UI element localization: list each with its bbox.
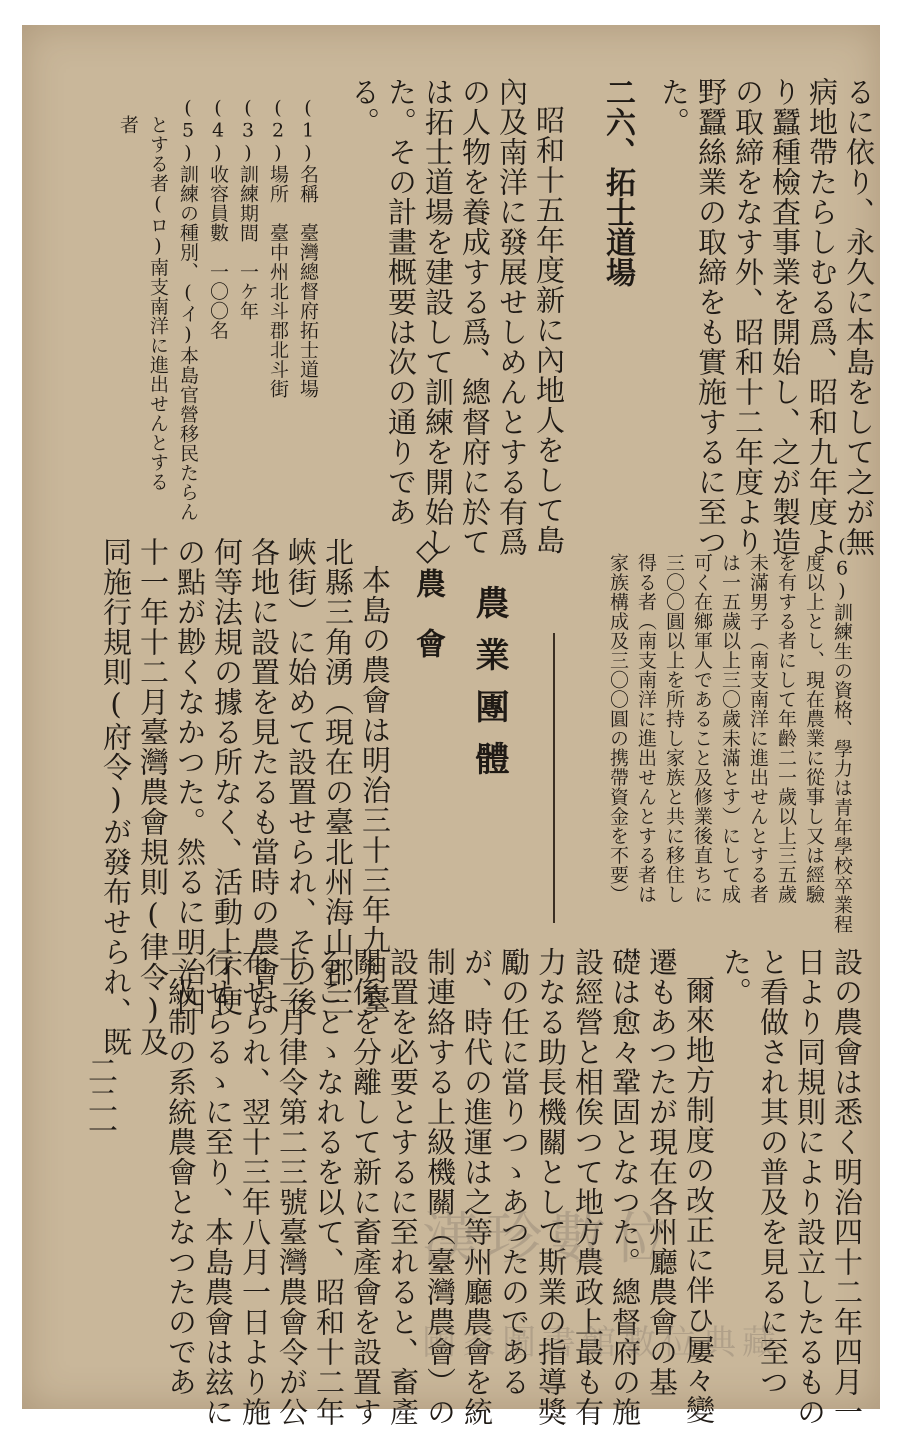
bottom-col-1: 設の農會は悉く明治四十二年四月一	[830, 947, 864, 1427]
bottom-col-3: と看做され其の普及を見るに至つ	[756, 947, 790, 1397]
bottom-col-14: 關係を分離して新に畜產會を設置す	[349, 947, 383, 1427]
bottom-col-12: 制連絡する上級機關（臺灣農會）の	[423, 947, 457, 1427]
top-col-8: 昭和十五年度新に內地人をして島	[532, 105, 566, 555]
item-1-name: (1)名稱 臺灣總督府拓士道場	[297, 97, 319, 399]
top-col-4: の取締をなす外、昭和十二年度より	[731, 77, 765, 557]
middle-col-7: 十一年十二月臺灣農會規則(律令)及	[136, 537, 170, 1057]
bottom-col-4: た。	[719, 947, 753, 1007]
top-col-5: 野蠶絲業の取締をも實施するに至つ	[694, 77, 728, 557]
top-col-12: た。その計畫概要は次の通りであ	[384, 77, 418, 527]
item-5-type: (5)訓練の種別、(イ)本島官營移民たらん	[177, 97, 199, 522]
note-col-4: 未滿男子（南支南洋に進出せんとする者	[747, 553, 769, 904]
top-col-3: り蠶種檢査事業を開始し、之が製造	[768, 77, 802, 557]
note-col-2: 度以上とし、現在農業に從事し又は經驗	[803, 553, 825, 904]
middle-col-1: 本島の農會は明治三十三年九月臺	[358, 565, 392, 1015]
top-col-11: は拓士道場を建設して訓練を開始し	[421, 77, 455, 557]
middle-col-4: 各地に設置を見たるも當時の農會は	[247, 537, 281, 1017]
note-col-5: は一五歲以上三〇歲未滿とす）にして成	[719, 553, 741, 904]
bottom-col-2: 日より同規則により設立したるもの	[793, 947, 827, 1427]
bottom-col-9: 力なる助長機關として斯業の指導獎	[534, 947, 568, 1427]
top-col-9: 內及南洋に發展せしめんとする有爲	[495, 77, 529, 557]
middle-col-3: 峽街）に始めて設置せられ、その後	[284, 537, 318, 1017]
bottom-col-18: 行せらるゝに至り、本島農會は玆に	[201, 947, 235, 1427]
bottom-col-15: ることゝなれるを以て、昭和十二年	[312, 947, 346, 1427]
watermark-library: 國家圖書館數位典藏	[422, 1323, 782, 1363]
bottom-col-16: 十二月律令第二三號臺灣農會令が公	[275, 947, 309, 1427]
bottom-col-11: が、時代の進運は之等州廳農會を統	[460, 947, 494, 1427]
middle-col-8: 同施行規則(府令)が發布せられ、既	[99, 537, 133, 1057]
note-col-1: (6)訓練生の資格、學力は青年學校卒業程	[831, 535, 853, 934]
section-title: 農業團體	[469, 585, 509, 793]
section-divider-rule	[553, 633, 555, 923]
middle-col-2: 北縣三角湧（現在の臺北州海山郡三	[321, 537, 355, 1017]
bottom-col-17: 布せられ、翌十三年八月一日より施	[238, 947, 272, 1427]
note-col-8: 得る者（南支南洋に進出せんとする者は	[635, 553, 657, 904]
note-col-6: 可く在鄉軍人であること及修業後直ちに	[691, 553, 713, 904]
subsection-title: ◇農 會	[410, 533, 445, 658]
top-col-10: の人物を養成する爲、總督府に於て	[458, 77, 492, 557]
note-col-9: 家族構成及三〇〇圓の携帶資金を不要）	[607, 553, 629, 904]
book-page	[22, 25, 880, 1427]
note-col-7: 三〇〇圓以上を所持し家族と共に移住し	[663, 553, 685, 904]
bottom-col-6: 遷もあつたが現在各州廳農會の基	[645, 947, 679, 1397]
note-col-3: を有する者にして年齡二一歲以上三五歲	[775, 553, 797, 904]
page-number: 二二一	[82, 1055, 117, 1145]
item-2-place: (2)場所 臺中州北斗郡北斗街	[267, 97, 289, 399]
item-3-period: (3)訓練期間 一ケ年	[237, 97, 259, 321]
item-4-capacity: (4)收容員數 一〇〇名	[207, 97, 229, 340]
top-col-6: た。	[657, 77, 691, 137]
item-5-type-end: 者	[117, 115, 139, 135]
top-col-13: る。	[347, 77, 381, 137]
bottom-col-7: 礎は愈々鞏固となつた。總督府の施	[608, 947, 642, 1427]
top-col-1: るに依り、永久に本島をして之が無	[842, 77, 876, 557]
middle-col-5: 何等法規の據る所なく、活動上不便	[210, 537, 244, 1017]
bottom-col-10: 勵の任に當りつゝあつたのである	[497, 947, 531, 1397]
top-col-2: 病地帶たらしむる爲、昭和九年度よ	[805, 77, 839, 557]
bottom-col-8: 設經營と相俟つて地方農政上最も有	[571, 947, 605, 1427]
section-heading-26: 二六、拓士道場	[600, 77, 635, 287]
item-5-type-cont: とする者(ロ)南支南洋に進出せんとする	[147, 115, 169, 492]
bottom-col-19: 二級制の系統農會となつたのであ	[164, 947, 198, 1397]
middle-col-6: の點が尠くなかつた。然るに明治四	[173, 537, 207, 1017]
bottom-col-13: 設置を必要とするに至れると、畜產	[386, 947, 420, 1427]
watermark-logo: 漢珍數位	[422, 1207, 678, 1272]
bottom-col-5: 爾來地方制度の改正に伴ひ屢々變	[682, 975, 716, 1425]
